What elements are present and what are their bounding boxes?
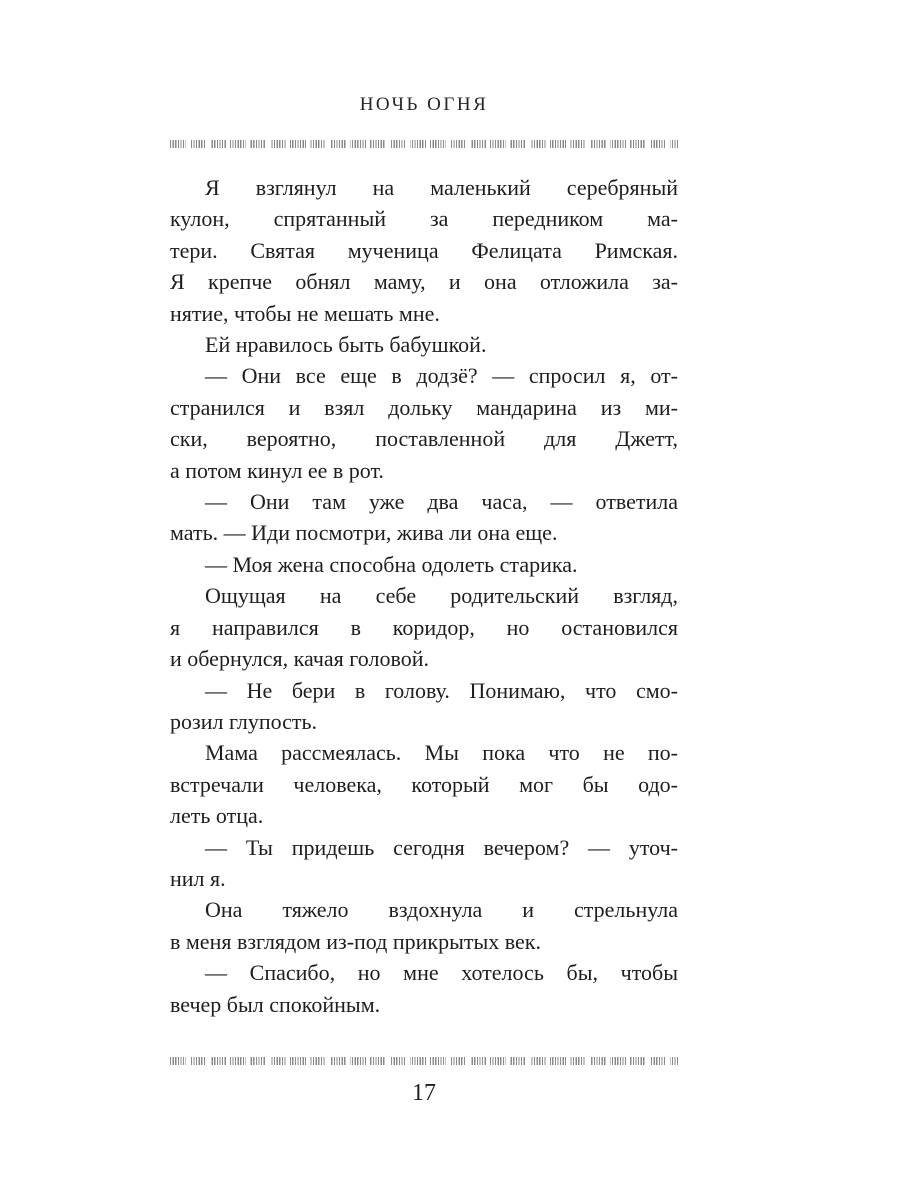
text-line: Ощущая на себе родительский взгляд, bbox=[205, 583, 678, 609]
text-line: Ей нравилось быть бабушкой. bbox=[205, 332, 487, 358]
text-line: Я крепче обнял маму, и она отложила за- bbox=[170, 269, 678, 295]
text-line: ски, вероятно, поставленной для Джетт, bbox=[170, 426, 678, 452]
text-line: и обернулся, качая головой. bbox=[170, 646, 429, 672]
text-line: вечер был спокойным. bbox=[170, 991, 381, 1017]
text-line: а потом кинул ее в рот. bbox=[170, 457, 384, 483]
decorative-rule-top bbox=[170, 140, 678, 148]
text-line: — Спасибо, но мне хотелось бы, чтобы bbox=[205, 960, 678, 986]
text-line: кулон, спрятанный за передником ма- bbox=[170, 206, 678, 232]
text-line: — Моя жена способна одолеть старика. bbox=[205, 551, 578, 577]
text-line: розил глупость. bbox=[170, 708, 318, 734]
text-line: — Ты придешь сегодня вечером? — уточ- bbox=[205, 834, 678, 860]
text-line: я направился в коридор, но остановился bbox=[170, 614, 678, 640]
text-line: Я взглянул на маленький серебряный bbox=[205, 175, 678, 200]
text-line: нятие, чтобы не мешать мне. bbox=[170, 300, 440, 326]
text-line: в меня взглядом из-под прикрытых век. bbox=[170, 928, 541, 954]
page-number: 17 bbox=[412, 1080, 436, 1106]
text-line: мать. — Иди посмотри, жива ли она еще. bbox=[170, 520, 558, 546]
text-line: Мама рассмеялась. Мы пока что не по- bbox=[205, 740, 678, 766]
text-line: — Не бери в голову. Понимаю, что смо- bbox=[205, 677, 678, 703]
text-line: странился и взял дольку мандарина из ми- bbox=[170, 394, 678, 420]
running-head-title: НОЧЬ ОГНЯ bbox=[359, 94, 489, 115]
decorative-rule-bottom bbox=[170, 1057, 678, 1065]
text-line: — Они все еще в додзё? — спросил я, от- bbox=[205, 363, 678, 389]
text-line: тери. Святая мученица Фелицата Римская. bbox=[170, 237, 678, 263]
text-line: Она тяжело вздохнула и стрельнула bbox=[205, 897, 678, 923]
text-line: леть отца. bbox=[170, 803, 264, 829]
body-text bbox=[170, 172, 678, 1020]
text-line: нил я. bbox=[170, 865, 226, 891]
text-line: — Они там уже два часа, — ответила bbox=[205, 489, 678, 515]
text-line: встречали человека, который мог бы одо- bbox=[170, 771, 678, 797]
